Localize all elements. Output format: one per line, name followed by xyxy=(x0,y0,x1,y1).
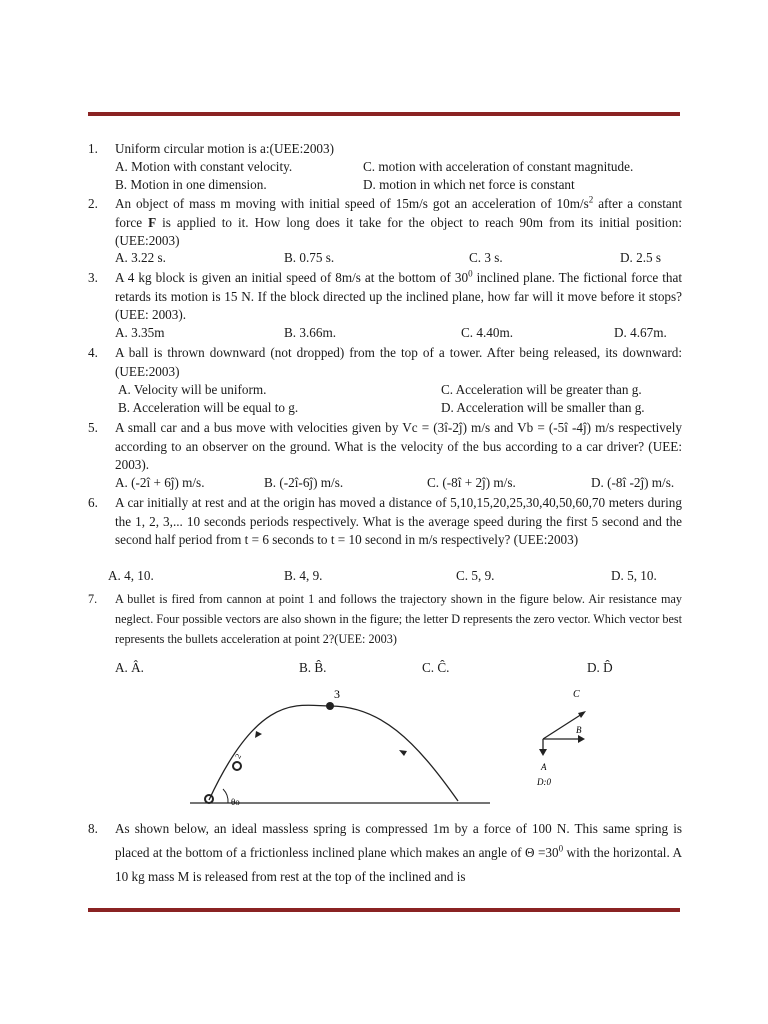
point-3 xyxy=(326,702,334,710)
option-c: C. Ĉ. xyxy=(422,660,450,675)
vector-b-label: B xyxy=(576,725,582,735)
bottom-rule xyxy=(88,908,680,912)
option-c: C. 5, 9. xyxy=(456,568,495,583)
trajectory-arrow-up xyxy=(255,731,262,738)
vector-b-head xyxy=(578,735,585,743)
option-a: A. 3.22 s. xyxy=(115,250,166,265)
option-b: B. 3.66m. xyxy=(284,325,337,340)
question-number: 4. xyxy=(88,345,98,360)
question-text: A ball is thrown downward (not dropped) from the top of a tower. After being released, its downward: (UEE:2003) xyxy=(115,345,682,379)
question-text: A bullet is fired from cannon at point 1 and follows the trajectory shown in the figure below. Air resistance may neglect. Four possible vectors are also shown in the figure; the letter D represents the zero vector. Which vector best represents the bullets acceleration at point 2?(UEE: 2003) xyxy=(115,592,682,646)
option-c: C. Acceleration will be greater than g. xyxy=(441,382,642,397)
trajectory-arrow-down xyxy=(399,750,407,756)
option-d: D. Acceleration will be smaller than g. xyxy=(441,400,645,415)
option-d: D. 5, 10. xyxy=(611,568,657,583)
option-c: C. motion with acceleration of constant magnitude. xyxy=(363,159,634,174)
question-text: Uniform circular motion is a:(UEE:2003) xyxy=(115,141,335,156)
question-text: An object of mass m moving with initial speed of 15m/s got an acceleration of $10m/s^2$ after a constant force F is applied to it. How long does it take for the object to reach 90m from its initial position:(UEE:2003) xyxy=(115,194,682,248)
option-a: A. 4, 10. xyxy=(108,568,154,583)
question-number: 5. xyxy=(88,420,98,435)
point-2 xyxy=(233,762,241,770)
question-number: 1. xyxy=(88,141,98,156)
vector-c-head xyxy=(578,711,586,718)
vector-a-label: A xyxy=(541,762,547,772)
option-d: D. D̂ xyxy=(587,660,613,675)
option-d: D. (-8î -2ĵ) m/s. xyxy=(591,475,675,490)
option-a: A. (-2î + 6ĵ) m/s. xyxy=(115,475,205,490)
vector-d-label: D:0 xyxy=(537,777,551,787)
option-b: B. B̂. xyxy=(299,660,327,675)
option-a: A. Motion with constant velocity. xyxy=(115,159,293,174)
question-number: 2. xyxy=(88,196,98,211)
point-3-label: 3 xyxy=(334,687,340,701)
option-c: C. 3 s. xyxy=(469,250,503,265)
point-2-label: 2 xyxy=(233,752,244,761)
option-d: D. 4.67m. xyxy=(614,325,667,340)
option-d: D. 2.5 s xyxy=(620,250,662,265)
option-b: B. 0.75 s. xyxy=(284,250,335,265)
question-text: A car initially at rest and at the origin has moved a distance of 5,10,15,20,25,30,40,50,60,70 meters during the 1, 2, 3,... 10 seconds periods respectively. What is the average speed during the first 5 second and the second half period from t = 6 seconds to t = 10 second in m/s respectively? (UEE:2003) xyxy=(115,495,682,547)
angle-label: θo xyxy=(231,797,240,807)
vector-a-head xyxy=(539,749,547,756)
question-number: 3. xyxy=(88,270,98,285)
option-c: C. 4.40m. xyxy=(461,325,514,340)
question-text: As shown below, an ideal massless spring is compressed 1m by a force of 100 N. This same spring is placed at the bottom of a frictionless inclined plane which makes an angle of $\Theta =30^0$ with the horizontal. A 10 kg mass M is released from rest at the top of the inclined and is xyxy=(115,821,682,884)
vector-c-label: C xyxy=(573,689,580,700)
option-a: A. 3.35m xyxy=(115,325,165,340)
question-number: 6. xyxy=(88,495,98,510)
question-8 xyxy=(88,817,682,889)
option-b: B. Acceleration will be equal to g. xyxy=(118,400,299,415)
question-number: 7. xyxy=(88,592,98,606)
option-a: A. Velocity will be uniform. xyxy=(118,382,267,397)
option-d: D. motion in which net force is constant xyxy=(363,177,575,192)
question-number: 8. xyxy=(88,821,98,836)
option-a: A. Â. xyxy=(115,660,144,675)
option-c: C. (-8î + 2ĵ) m/s. xyxy=(427,475,516,490)
option-b: B. 4, 9. xyxy=(284,568,323,583)
trajectory-curve xyxy=(209,705,458,801)
option-b: B. Motion in one dimension. xyxy=(115,177,267,192)
question-text: A small car and a bus move with velocities given by Vc = (3î-2ĵ) m/s and Vb = (-5î -4ĵ) m/s respectively according to an observer on the ground. What is the velocity of the bus according to a car driver? (UEE: 2003). xyxy=(115,420,682,472)
angle-arc xyxy=(223,789,228,803)
option-b: B. (-2î-6ĵ) m/s. xyxy=(264,475,344,490)
question-text: A 4 kg block is given an initial speed of 8m/s at the bottom of $30^0$ inclined plane. The fictional force that retards its motion is 15 N. If the block directed up the inclined plane, how far will it move before it stops? (UEE: 2003). xyxy=(115,268,682,322)
